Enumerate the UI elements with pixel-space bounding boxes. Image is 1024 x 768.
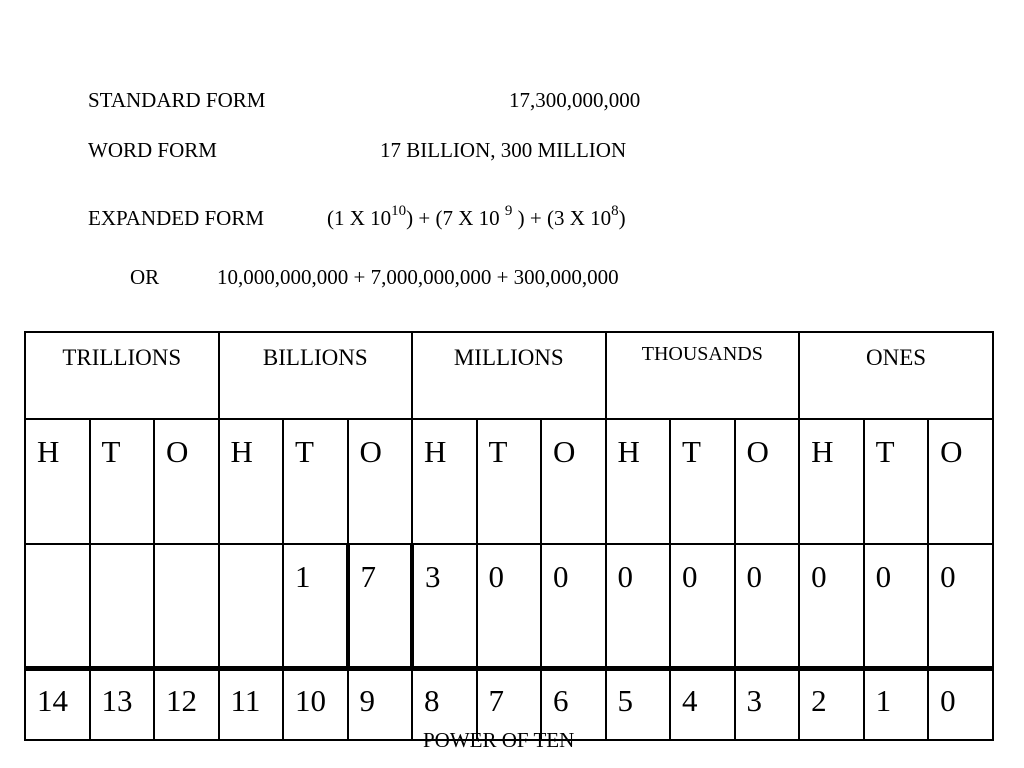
- digit-cell: 0: [799, 544, 864, 669]
- power-cell: 6: [541, 669, 606, 741]
- digit-cell: 0: [606, 544, 671, 669]
- power-cell: 9: [348, 669, 413, 741]
- power-cell: 10: [283, 669, 348, 741]
- place-cell: H: [412, 419, 477, 544]
- period-header: ONES: [799, 332, 993, 419]
- expanded-form-value: [327, 203, 626, 230]
- place-cell: O: [928, 419, 993, 544]
- digit-cell: 7: [348, 544, 413, 669]
- word-form-label: WORD FORM: [88, 138, 217, 162]
- place-cell: H: [219, 419, 284, 544]
- power-cell: 2: [799, 669, 864, 741]
- place-cell: O: [735, 419, 800, 544]
- digit-cell: [154, 544, 219, 669]
- power-cell: 8: [412, 669, 477, 741]
- period-header: MILLIONS: [412, 332, 606, 419]
- digit-cell: 0: [541, 544, 606, 669]
- exponent-2: 9: [504, 203, 513, 219]
- place-cell: H: [25, 419, 90, 544]
- place-cell: T: [90, 419, 155, 544]
- digit-cell: 1: [283, 544, 348, 669]
- word-form-value: 17 BILLION, 300 MILLION: [380, 138, 627, 162]
- power-cell: 3: [735, 669, 800, 741]
- expanded-term-3: ) + (3 X 10: [517, 206, 612, 230]
- digit-row: [25, 544, 993, 669]
- digit-cell: 0: [735, 544, 800, 669]
- digit-cell: 0: [864, 544, 929, 669]
- period-header-row: [25, 332, 993, 419]
- period-header: THOUSANDS: [606, 332, 800, 419]
- place-cell: O: [154, 419, 219, 544]
- place-cell: T: [477, 419, 542, 544]
- place-row: [25, 419, 993, 544]
- or-value: 10,000,000,000 + 7,000,000,000 + 300,000,000: [217, 265, 619, 289]
- expanded-form-label: EXPANDED FORM: [88, 206, 265, 230]
- power-cell: 13: [90, 669, 155, 741]
- expanded-term-4: ): [618, 206, 626, 230]
- power-cell: 5: [606, 669, 671, 741]
- place-cell: O: [541, 419, 606, 544]
- standard-form-value: 17,300,000,000: [509, 88, 641, 112]
- or-label: OR: [130, 265, 160, 289]
- place-cell: T: [283, 419, 348, 544]
- expanded-term-2: ) + (7 X 10: [406, 206, 500, 230]
- digit-cell: 0: [928, 544, 993, 669]
- period-header: TRILLIONS: [25, 332, 219, 419]
- power-cell: 7: [477, 669, 542, 741]
- digit-cell: 0: [477, 544, 542, 669]
- expanded-term-1: (1 X 10: [327, 206, 392, 230]
- power-of-ten-label: POWER OF TEN: [423, 728, 575, 752]
- standard-form-label: STANDARD FORM: [88, 88, 266, 112]
- digit-cell: [90, 544, 155, 669]
- power-cell: 11: [219, 669, 284, 741]
- place-cell: H: [606, 419, 671, 544]
- power-cell: 4: [670, 669, 735, 741]
- period-header: BILLIONS: [219, 332, 413, 419]
- exponent-3: 8: [611, 203, 619, 219]
- digit-cell: [219, 544, 284, 669]
- place-cell: T: [864, 419, 929, 544]
- exponent-1: 10: [391, 203, 407, 219]
- power-cell: 1: [864, 669, 929, 741]
- power-cell: 12: [154, 669, 219, 741]
- place-cell: O: [348, 419, 413, 544]
- digit-cell: 0: [670, 544, 735, 669]
- digit-cell: 3: [412, 544, 477, 669]
- place-value-table: [24, 331, 994, 741]
- power-cell: 0: [928, 669, 993, 741]
- power-cell: 14: [25, 669, 90, 741]
- digit-cell: [25, 544, 90, 669]
- place-cell: H: [799, 419, 864, 544]
- place-cell: T: [670, 419, 735, 544]
